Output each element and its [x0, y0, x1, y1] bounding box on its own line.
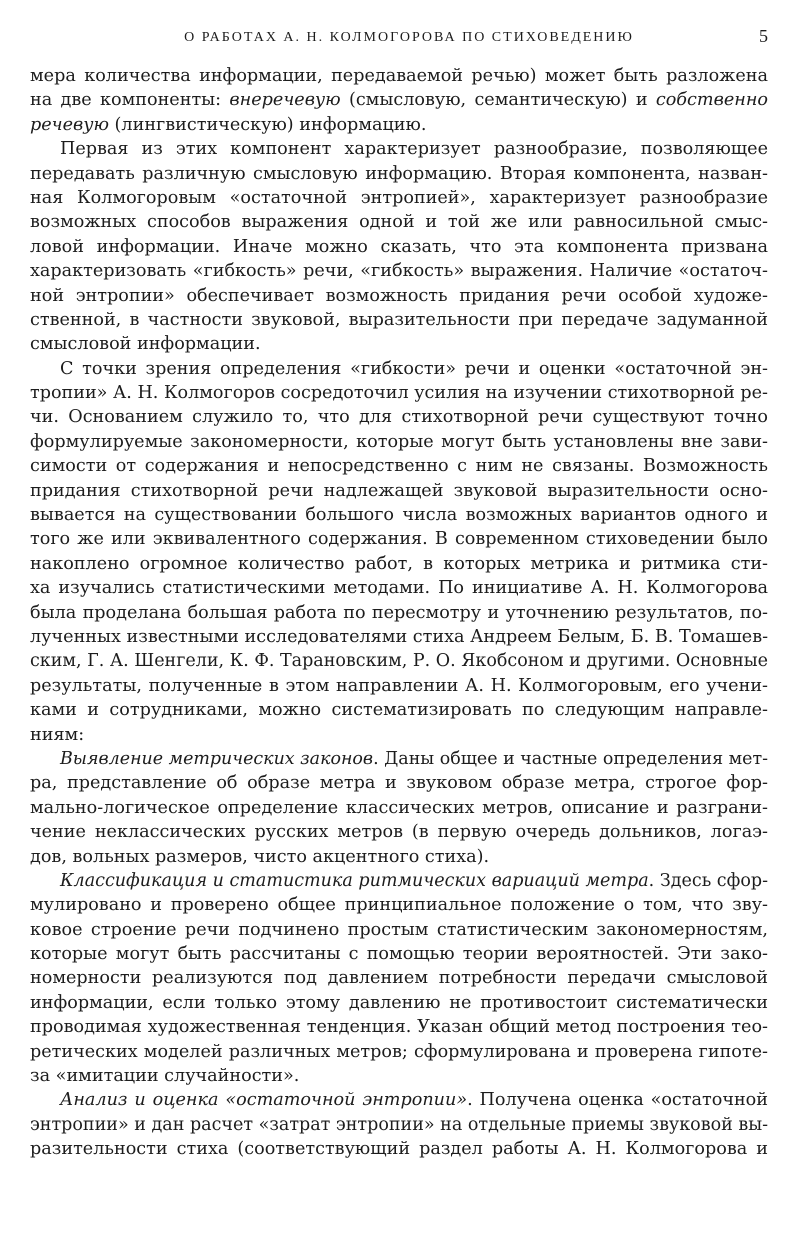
text-run: за «имитации случайности». [30, 1066, 300, 1087]
text-run: ками и сотрудниками, можно систематизировать по следующим направле- [30, 700, 768, 721]
text-line [30, 1137, 768, 1161]
text-line [30, 869, 768, 893]
text-line [30, 162, 768, 186]
text-line [30, 503, 768, 527]
text-line [30, 649, 768, 673]
text-line [30, 723, 768, 747]
running-head [30, 22, 768, 52]
text-run: проводимая художественная тенденция. Указан общий метод построения тео- [30, 1017, 768, 1038]
italic-phrase: речевую [30, 114, 109, 135]
text-line [30, 820, 768, 844]
text-line [30, 845, 768, 869]
text-line [30, 186, 768, 210]
text-line [30, 1040, 768, 1064]
page-number: 5 [759, 26, 768, 46]
text-run: накоплено огромное количество работ, в которых метрика и ритмика сти- [30, 553, 768, 574]
text-run: ственной, в частности звуковой, выразительности при передаче задуманной [30, 309, 768, 330]
text-line [30, 771, 768, 795]
text-line [30, 576, 768, 600]
text-line [30, 357, 768, 381]
text-line [30, 308, 768, 332]
text-line [30, 64, 768, 88]
text-run: была проделана большая работа по пересмотру и уточнению результатов, по- [30, 602, 768, 623]
book-page [30, 22, 768, 1162]
text-run: на две компоненты: [30, 90, 230, 111]
text-run: результаты, полученные в этом направлении А. Н. Колмогоровым, его учени- [30, 675, 768, 696]
text-run: лученных известными исследователями стиха Андреем Белым, Б. В. Томашев- [30, 626, 769, 647]
text-run: ловой информации. Иначе можно сказать, что эта компонента призвана [30, 236, 768, 257]
text-line [30, 259, 768, 283]
text-line [30, 893, 768, 917]
text-run: возможных способов выражения одной и той же или равносильной смыс- [30, 212, 768, 233]
text-run: ковое строение речи подчинено простым статистическим закономерностям, [30, 919, 768, 940]
text-line [30, 625, 768, 649]
text-run: смысловой информации. [30, 334, 261, 355]
text-line [30, 552, 768, 576]
text-run: чи. Основанием служило то, что для стихотворной речи существуют точно [30, 407, 768, 428]
text-run: мера количества информации, передаваемой речью) может быть разложена [30, 66, 768, 86]
text-line [30, 1064, 768, 1088]
text-line [30, 430, 768, 454]
text-run: разительности стиха (соответствующий раздел работы А. Н. Колмогорова и [30, 1139, 768, 1160]
text-run: ретических моделей различных метров; сформулирована и проверена гипоте- [30, 1041, 768, 1062]
text-run: дов, вольных размеров, чисто акцентного стиха). [30, 846, 490, 867]
text-line [30, 674, 768, 698]
text-run: С точки зрения определения «гибкости» речи и оценки «остаточной эн- [60, 358, 768, 379]
text-line [30, 137, 768, 161]
text-line [30, 479, 768, 503]
running-title: О РАБОТАХ А. Н. КОЛМОГОРОВА ПО СТИХОВЕДЕНИЮ [184, 30, 634, 45]
text-line [30, 88, 768, 112]
italic-phrase: Анализ и оценка «остаточной энтропии» [60, 1090, 468, 1111]
text-run: информации, если только этому давлению не противостоит систематически [30, 992, 768, 1013]
text-run: ха изучались статистическими методами. По инициативе А. Н. Колмогорова [30, 578, 768, 599]
text-run: ским, Г. А. Шенгели, К. Ф. Тарановским, Р. О. Якобсоном и другими. Основные [30, 651, 769, 672]
text-run: мулировано и проверено общее принципиальное положение о том, что зву- [30, 895, 768, 916]
text-line [30, 381, 768, 405]
text-run: ной энтропии» обеспечивает возможность придания речи особой художе- [30, 285, 768, 306]
text-run: придания стихотворной речи надлежащей звуковой выразительности осно- [30, 480, 768, 501]
text-line [30, 284, 768, 308]
text-run: ная Колмогоровым «остаточной энтропией», характеризует разнообразие [30, 187, 768, 208]
text-line [30, 332, 768, 356]
text-line [30, 698, 768, 722]
text-run: мально-логическое определение классических метров, описание и разграни- [30, 797, 768, 818]
text-line [30, 942, 768, 966]
italic-phrase: Выявление метрических законов [60, 748, 374, 769]
text-line [30, 918, 768, 942]
text-line [30, 966, 768, 990]
text-run: того же или эквивалентного содержания. В современном стиховедении было [30, 529, 768, 550]
text-line [30, 796, 768, 820]
text-run: Первая из этих компонент характеризует разнообразие, позволяющее [60, 139, 768, 160]
body-text [30, 64, 768, 1162]
text-line [30, 991, 768, 1015]
text-run: тропии» А. Н. Колмогоров сосредоточил усилия на изучении стихотворной ре- [30, 383, 768, 404]
text-run: формулируемые закономерности, которые могут быть установлены вне зави- [30, 431, 768, 452]
text-line [30, 527, 768, 551]
text-run: . Получена оценка «остаточной [467, 1090, 769, 1111]
text-line [30, 1088, 768, 1112]
text-line [30, 1113, 768, 1137]
text-line [30, 601, 768, 625]
text-run: номерности реализуются под давлением потребности передачи смысловой [30, 968, 768, 989]
text-run: . Даны общее и частные определения мет- [373, 748, 768, 769]
italic-phrase: Классификация и статистика ритмических вариаций метра [60, 870, 649, 891]
text-line [30, 235, 768, 259]
text-line [30, 113, 768, 137]
text-run: . Здесь сфор- [648, 870, 768, 891]
text-run: симости от содержания и непосредственно с ним не связаны. Возможность [30, 456, 768, 477]
text-line [30, 747, 768, 771]
text-run: передавать различную смысловую информацию. Вторая компонента, назван- [30, 163, 768, 184]
text-line [30, 1015, 768, 1039]
text-run: энтропии» и дан расчет «затрат энтропии» на отдельные приемы звуковой вы- [30, 1114, 769, 1135]
text-run: ниям: [30, 724, 85, 745]
text-run: которые могут быть рассчитаны с помощью теории вероятностей. Эти зако- [30, 944, 768, 965]
text-run: характеризовать «гибкость» речи, «гибкость» выражения. Наличие «остаточ- [30, 261, 768, 282]
italic-phrase: внеречевую [229, 90, 341, 111]
italic-phrase: собственно [655, 90, 769, 111]
text-line [30, 405, 768, 429]
text-run: чение неклассических русских метров (в первую очередь дольников, логаэ- [30, 822, 768, 843]
text-run: (смысловую, семантическую) и [340, 90, 656, 111]
text-run: вывается на существовании большого числа возможных вариантов одного и [30, 505, 768, 526]
text-run: (лингвистическую) информацию. [108, 114, 427, 135]
text-run: ра, представление об образе метра и звуковом образе метра, строгое фор- [30, 773, 768, 794]
text-line [30, 454, 768, 478]
text-line [30, 210, 768, 234]
